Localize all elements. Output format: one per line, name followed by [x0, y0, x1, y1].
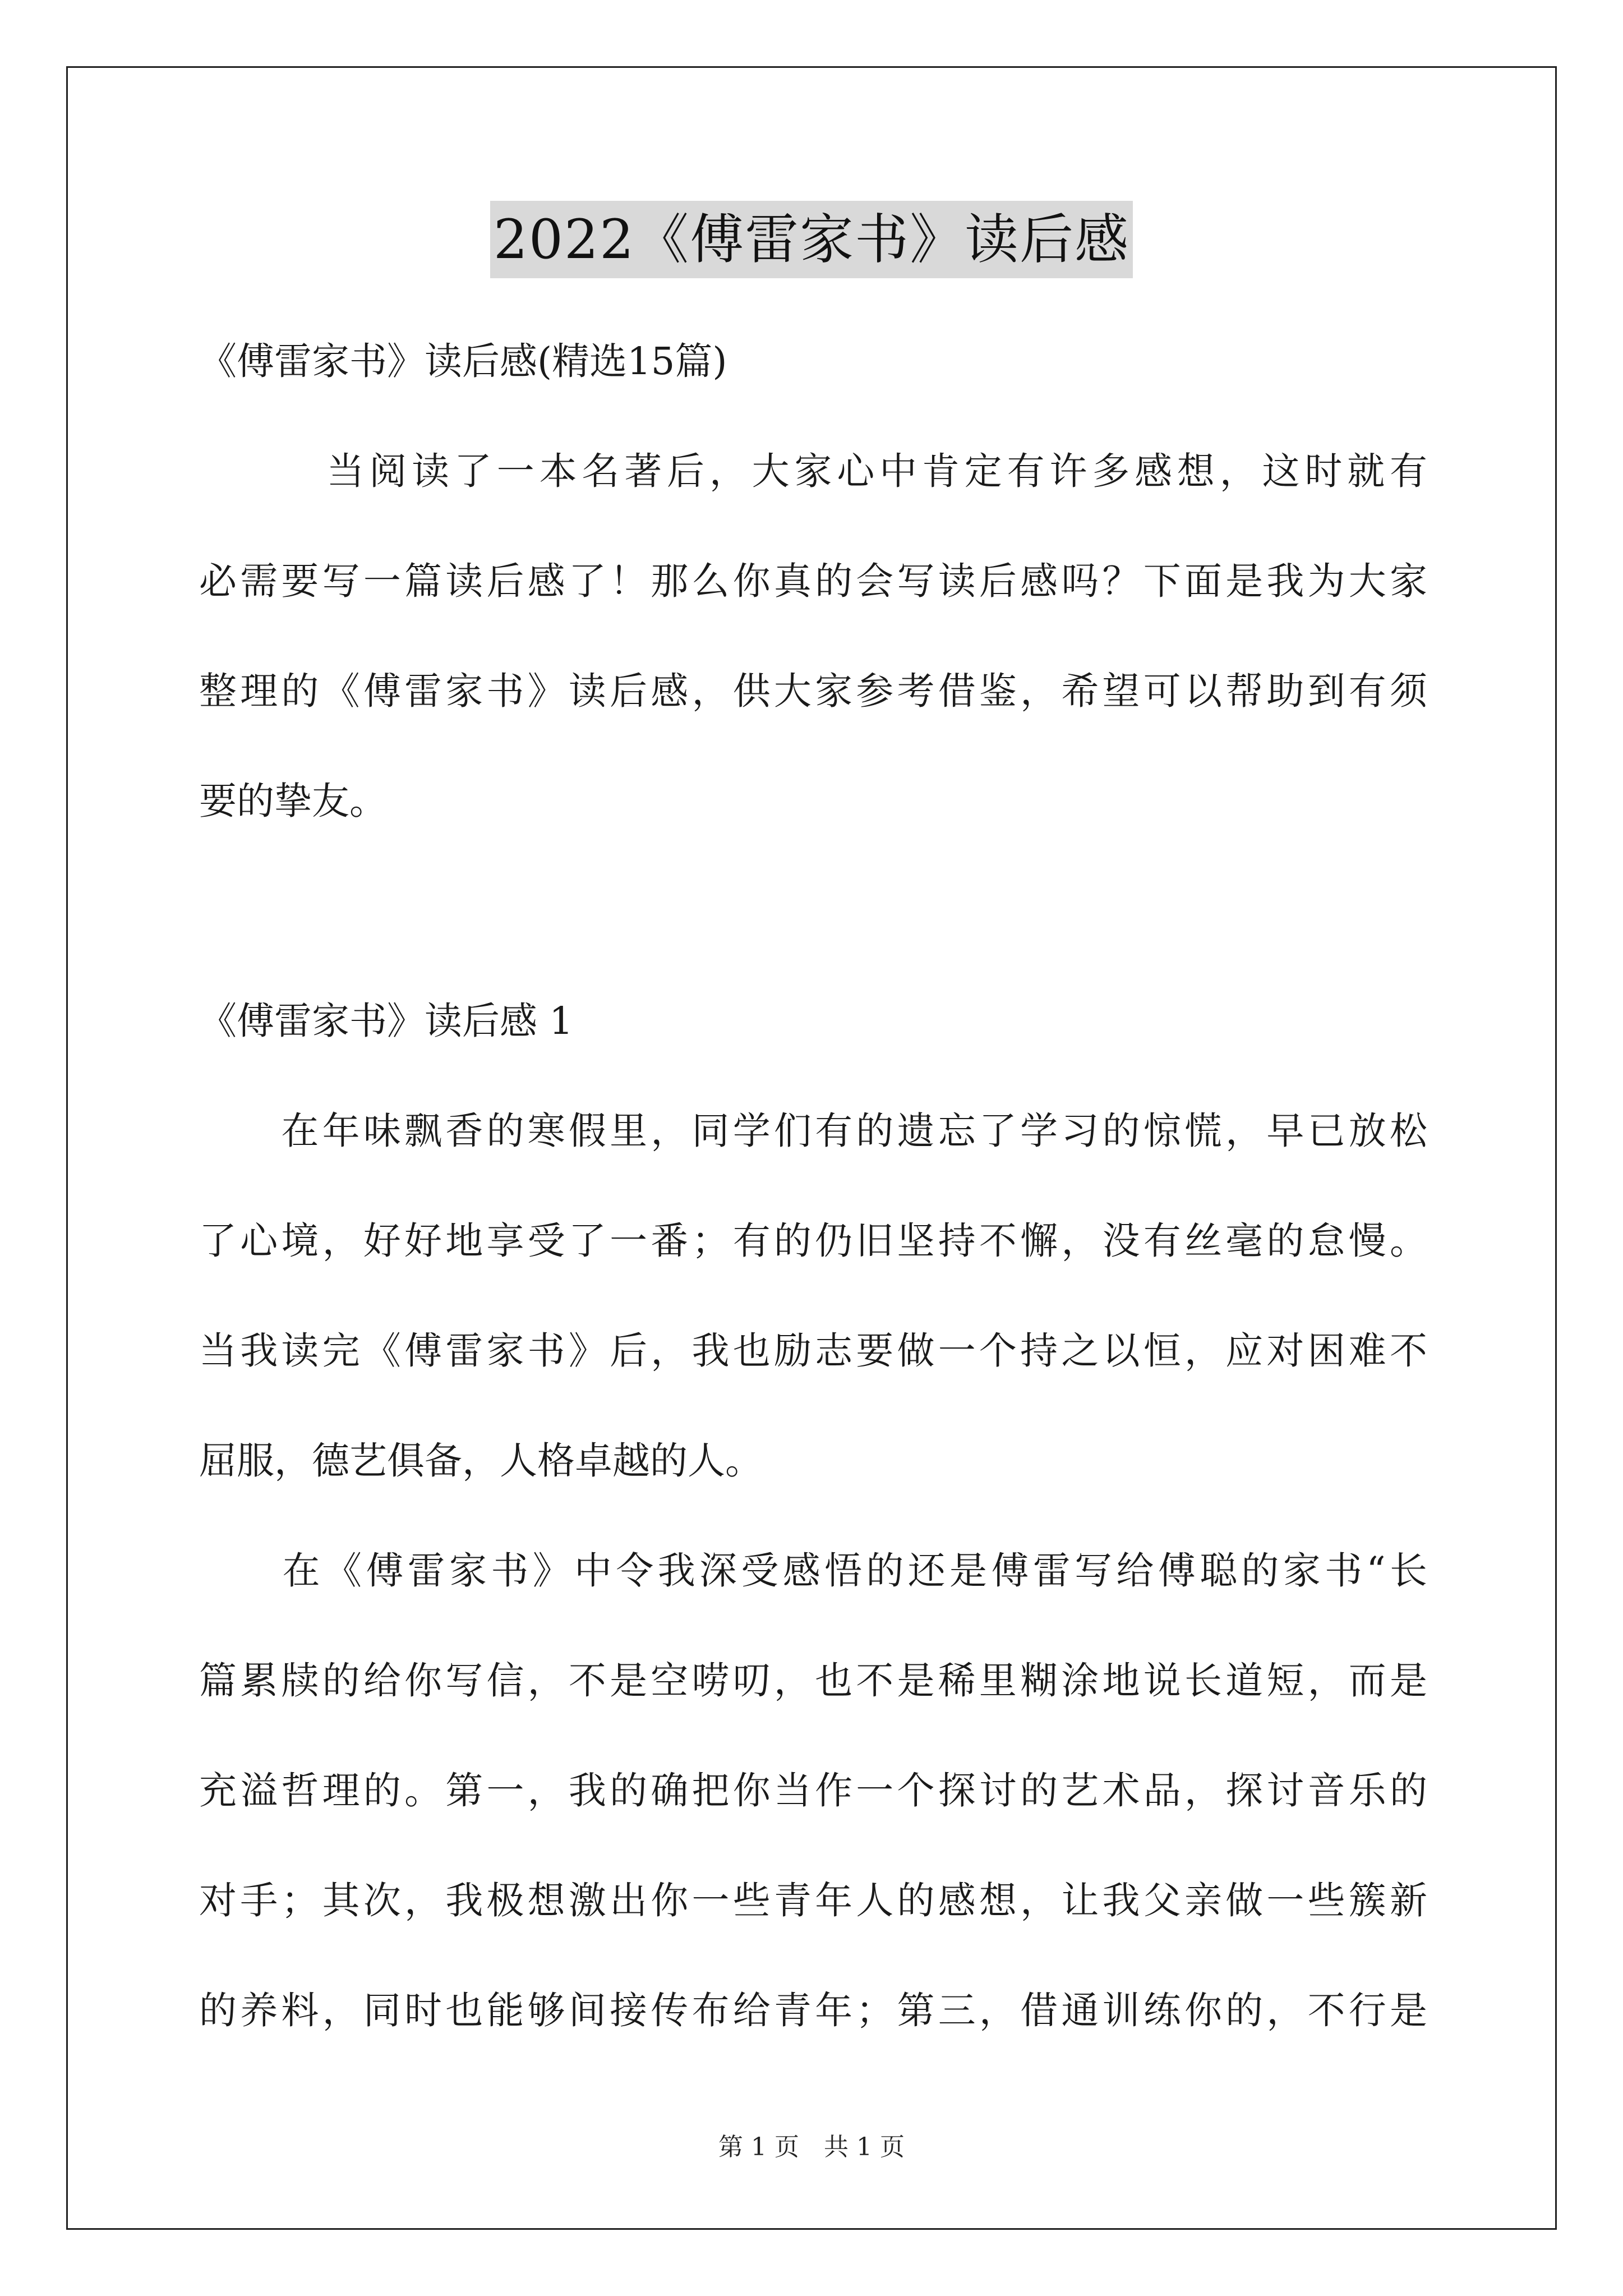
spacer: [199, 856, 1427, 966]
paragraph1-line: 屈服，德艺俱备，人格卓越的人。: [199, 1439, 763, 1483]
paragraph2-line: 的养料，同时也能够间接传布给青年；第三，借通训练你的，不行是: [199, 1989, 1427, 2032]
intro-line: 要的挚友。: [199, 779, 387, 823]
paragraph2-line: 充溢哲理的。第一，我的确把你当作一个探讨的艺术品，探讨音乐的: [199, 1769, 1427, 1812]
section-heading: 《傅雷家书》读后感 1: [199, 999, 573, 1043]
paragraph2-line: 在《傅雷家书》中令我深受感悟的还是傅雷写给傅聪的家书“长: [199, 1549, 1427, 1593]
paragraph1-line: 在年味飘香的寒假里，同学们有的遗忘了学习的惊慌，早已放松: [199, 1109, 1427, 1153]
subtitle: 《傅雷家书》读后感(精选15篇): [199, 339, 727, 383]
paragraph2-line: 篇累牍的给你写信，不是空唠叨，也不是稀里糊涂地说长道短，而是: [199, 1659, 1427, 1703]
document-body: [199, 306, 1427, 2065]
paragraph1-line: 当我读完《傅雷家书》后，我也励志要做一个持之以恒，应对困难不: [199, 1329, 1427, 1373]
title-container: [0, 201, 1623, 278]
intro-line: 整理的《傅雷家书》读后感，供大家参考借鉴，希望可以帮助到有须: [199, 669, 1427, 713]
intro-line: 当阅读了一本名著后，大家心中肯定有许多感想，这时就有: [199, 449, 1427, 493]
paragraph2-line: 对手；其次，我极想激出你一些青年人的感想，让我父亲做一些簇新: [199, 1879, 1427, 1922]
document-title: 2022《傅雷家书》读后感: [490, 201, 1133, 278]
page-number-footer: 第 1 页 共 1 页: [718, 2133, 905, 2161]
paragraph1-line: 了心境，好好地享受了一番；有的仍旧坚持不懈，没有丝毫的怠慢。: [199, 1219, 1427, 1263]
intro-line: 必需要写一篇读后感了！那么你真的会写读后感吗？下面是我为大家: [199, 559, 1427, 603]
